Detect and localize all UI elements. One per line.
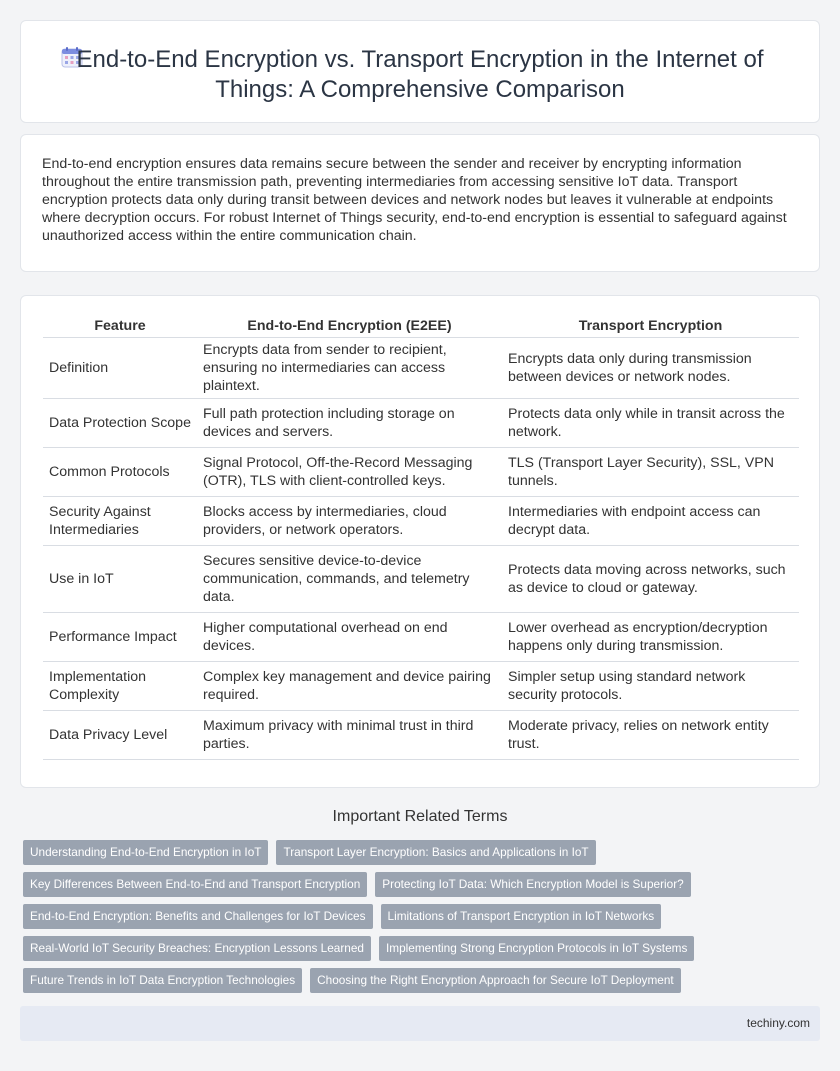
e2ee-cell: Signal Protocol, Off-the-Record Messaging (OTR), TLS with client-controlled keys. [197,448,502,497]
transport-cell: Moderate privacy, relies on network entity trust. [502,711,799,760]
feature-cell: Use in IoT [43,546,197,613]
header-feature: Feature [43,314,197,338]
comparison-table [43,314,799,760]
e2ee-cell: Secures sensitive device-to-device communication, commands, and telemetry data. [197,546,502,613]
e2ee-cell: Maximum privacy with minimal trust in third parties. [197,711,502,760]
comparison-table-card [20,295,820,788]
related-term-tag[interactable]: Choosing the Right Encryption Approach for Secure IoT Deployment [310,968,681,993]
page-title: End-to-End Encryption vs. Transport Encryption in the Internet of Things: A Comprehensive Comparison [76,46,764,103]
footer-brand-link[interactable]: techiny.com [746,1016,810,1030]
table-header-row [43,314,799,338]
table-row [43,448,799,497]
related-term-tag[interactable]: End-to-End Encryption: Benefits and Challenges for IoT Devices [23,904,373,929]
feature-cell: Data Protection Scope [43,399,197,448]
footer [20,1006,820,1041]
related-terms-heading: Important Related Terms [332,808,508,825]
related-term-tag[interactable]: Real-World IoT Security Breaches: Encryption Lessons Learned [23,936,371,961]
feature-cell: Data Privacy Level [43,711,197,760]
transport-cell: Protects data only while in transit across the network. [502,399,799,448]
e2ee-cell: Encrypts data from sender to recipient, ensuring no intermediaries can access plaintext. [197,338,502,399]
table-row [43,497,799,546]
feature-cell: Security Against Intermediaries [43,497,197,546]
related-terms-list [23,840,813,1000]
related-term-tag[interactable]: Future Trends in IoT Data Encryption Technologies [23,968,302,993]
transport-cell: Encrypts data only during transmission between devices or network nodes. [502,338,799,399]
feature-cell: Performance Impact [43,613,197,662]
related-term-tag[interactable]: Implementing Strong Encryption Protocols in IoT Systems [379,936,694,961]
e2ee-cell: Complex key management and device pairing required. [197,662,502,711]
related-term-tag[interactable]: Key Differences Between End-to-End and Transport Encryption [23,872,367,897]
feature-cell: Definition [43,338,197,399]
title-card [20,20,820,123]
related-term-tag[interactable]: Understanding End-to-End Encryption in IoT [23,840,268,865]
transport-cell: Protects data moving across networks, such as device to cloud or gateway. [502,546,799,613]
feature-cell: Implementation Complexity [43,662,197,711]
transport-cell: TLS (Transport Layer Security), SSL, VPN tunnels. [502,448,799,497]
table-row [43,546,799,613]
table-row [43,613,799,662]
table-row [43,338,799,399]
feature-cell: Common Protocols [43,448,197,497]
related-term-tag[interactable]: Protecting IoT Data: Which Encryption Model is Superior? [375,872,690,897]
header-e2ee: End-to-End Encryption (E2EE) [197,314,502,338]
transport-cell: Simpler setup using standard network security protocols. [502,662,799,711]
related-term-tag[interactable]: Transport Layer Encryption: Basics and Applications in IoT [276,840,595,865]
table-row [43,711,799,760]
table-row [43,662,799,711]
e2ee-cell: Blocks access by intermediaries, cloud providers, or network operators. [197,497,502,546]
transport-cell: Intermediaries with endpoint access can decrypt data. [502,497,799,546]
related-term-tag[interactable]: Limitations of Transport Encryption in IoT Networks [381,904,662,929]
intro-card [20,134,820,272]
table-row [43,399,799,448]
e2ee-cell: Full path protection including storage on devices and servers. [197,399,502,448]
transport-cell: Lower overhead as encryption/decryption happens only during transmission. [502,613,799,662]
intro-paragraph: End-to-end encryption ensures data remains secure between the sender and receiver by encrypting information throughout the entire transmission path, preventing intermediaries from accessing sensitive IoT data. Transport encryption protects data only during transit between devices and network nodes but leaves it vulnerable at endpoints where decryption occurs. For robust Internet of Things security, end-to-end encryption is essential to safeguard against unauthorized access within the entire communication chain. [42,156,787,244]
header-transport: Transport Encryption [502,314,799,338]
e2ee-cell: Higher computational overhead on end devices. [197,613,502,662]
